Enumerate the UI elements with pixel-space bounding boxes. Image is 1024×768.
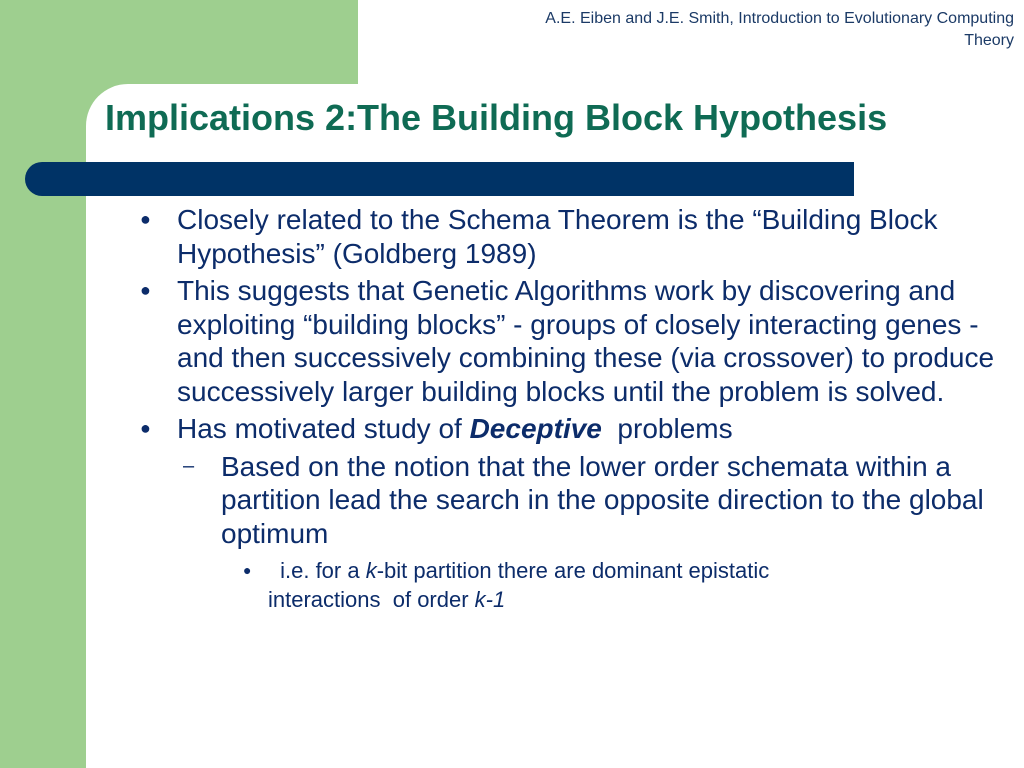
bullet-item-2: [140, 274, 1020, 408]
deceptive-emphasis: Deceptive: [469, 413, 602, 444]
text-fragment: -bit partition there are dominant epistatic: [376, 558, 770, 583]
bullet-icon: ●: [140, 418, 151, 438]
bullet-item-3: [140, 412, 1020, 446]
sub-sub-line-2: [243, 585, 1020, 614]
sub-bullet-item: [183, 450, 1020, 551]
k-minus-1-variable: k-1: [474, 587, 506, 612]
slide-content: [140, 203, 1020, 614]
slide-header: [394, 8, 1014, 52]
bullet-icon: ●: [140, 209, 151, 229]
sub-bullet-text: Based on the notion that the lower order schemata within a partition lead the search in the opposite direction to the global optimum: [221, 450, 984, 549]
text-fragment: interactions of order: [268, 587, 475, 612]
text-fragment: i.e. for a: [274, 558, 366, 583]
dash-icon: –: [183, 454, 195, 477]
header-line-2: Theory: [964, 32, 1014, 49]
small-bullet-icon: ●: [243, 562, 252, 578]
title-divider-bar: [25, 162, 854, 196]
bullet-text: Closely related to the Schema Theorem is the “Building Block Hypothesis” (Goldberg 1989): [177, 204, 938, 269]
k-variable: k: [365, 558, 377, 583]
sub-sub-bullet-item: [243, 556, 1020, 614]
bullet-text: This suggests that Genetic Algorithms work by discovering and exploiting “building blocks” - groups of closely interacting genes - and then successively combining these (via crossover) to produce successively larger building blocks until the problem is solved.: [177, 275, 995, 407]
header-line-1: A.E. Eiben and J.E. Smith, Introduction to Evolutionary Computing: [545, 10, 1014, 27]
bullet-text-suffix: problems: [601, 413, 733, 444]
slide-title: Implications 2:The Building Block Hypothesis: [105, 97, 888, 138]
bullet-icon: ●: [140, 280, 151, 300]
bullet-item-1: [140, 203, 1020, 270]
sub-sub-line-1: [267, 556, 1020, 585]
bullet-text-prefix: Has motivated study of: [177, 413, 470, 444]
